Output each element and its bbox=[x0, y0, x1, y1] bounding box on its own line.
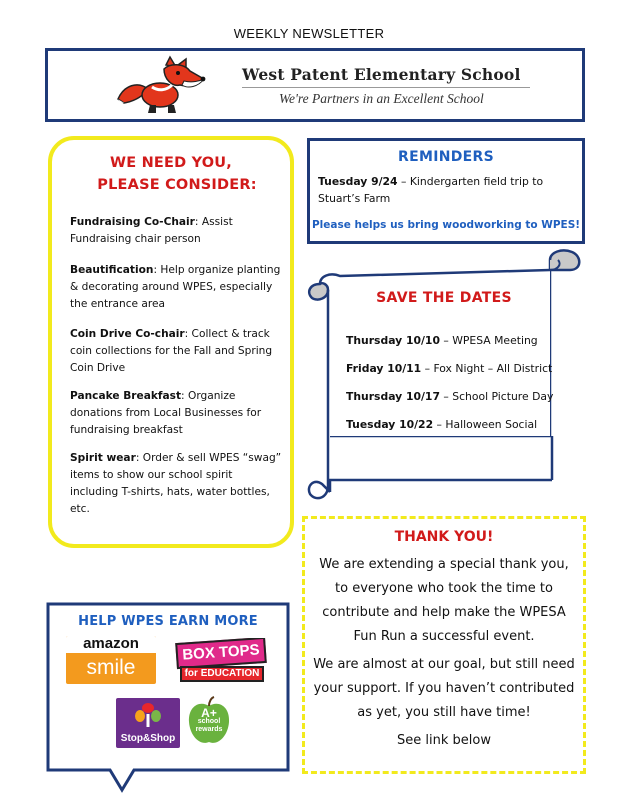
thank-you-paragraph-3: See link below bbox=[397, 733, 491, 748]
school-tagline: We're Partners in an Excellent School bbox=[279, 91, 484, 106]
thank-you-title: THANK YOU! bbox=[394, 529, 494, 545]
school-name: West Patent Elementary School bbox=[242, 65, 521, 84]
amazon-logo-text: amazon bbox=[66, 636, 156, 653]
volunteer-item-text: : Organize donations from Local Businesses for fundraising breakfast bbox=[70, 390, 262, 436]
a-plus-school-rewards-logo bbox=[186, 696, 232, 748]
box-tops-logo bbox=[172, 638, 270, 686]
volunteer-item bbox=[70, 326, 282, 377]
volunteer-item-text: : Order & sell WPES “swag” items to show our school spirit including T-shirts, hats, water bottles, etc. bbox=[70, 452, 282, 515]
volunteer-heading-line2: PLEASE CONSIDER: bbox=[97, 177, 257, 193]
banner-divider bbox=[242, 87, 530, 88]
volunteer-item bbox=[70, 214, 282, 248]
reminder-date: Tuesday 9/24 bbox=[318, 175, 398, 188]
amazon-smile-logo bbox=[66, 636, 156, 684]
volunteer-item-label: Beautification bbox=[70, 264, 154, 276]
volunteer-heading-line1: WE NEED YOU, bbox=[110, 155, 232, 171]
reminders-panel bbox=[307, 138, 585, 244]
date-item bbox=[346, 418, 566, 431]
thank-you-panel bbox=[302, 516, 586, 774]
date-day: Thursday 10/17 bbox=[346, 390, 440, 403]
reminder-text: – Kindergarten field trip to Stuart’s Farm bbox=[318, 175, 544, 205]
volunteer-item-label: Pancake Breakfast bbox=[70, 390, 182, 402]
volunteer-item-label: Spirit wear bbox=[70, 452, 136, 464]
newsletter-title: WEEKLY NEWSLETTER bbox=[233, 26, 385, 41]
date-item bbox=[346, 390, 566, 403]
date-day: Thursday 10/10 bbox=[346, 334, 440, 347]
date-item bbox=[346, 334, 566, 347]
thank-you-paragraph-2: We are almost at our goal, but still need your support. If you haven’t contributed as yet, you still have time! bbox=[313, 657, 575, 720]
volunteer-panel bbox=[48, 136, 294, 548]
volunteer-item bbox=[70, 262, 282, 313]
date-event: – WPESA Meeting bbox=[439, 334, 538, 347]
box-tops-logo-text: BOX TOPS bbox=[175, 638, 267, 669]
volunteer-item-text: : Assist Fundraising chair person bbox=[70, 216, 233, 245]
school-banner bbox=[45, 48, 585, 122]
stop-and-shop-logo bbox=[116, 698, 180, 748]
save-the-dates-title: SAVE THE DATES bbox=[376, 290, 512, 306]
for-education-logo-text: for EDUCATION bbox=[180, 666, 264, 682]
scroll-banner-shape bbox=[300, 248, 590, 506]
volunteer-item-label: Coin Drive Co-chair bbox=[70, 328, 185, 340]
reminders-note: Please helps us bring woodworking to WPES! bbox=[311, 219, 581, 231]
date-item bbox=[346, 362, 566, 375]
volunteer-item-label: Fundraising Co-Chair bbox=[70, 216, 195, 228]
volunteer-item-text: : Help organize planting & decorating around WPES, especially the entrance area bbox=[70, 264, 281, 310]
date-day: Tuesday 10/22 bbox=[346, 418, 434, 431]
volunteer-item bbox=[70, 450, 282, 518]
date-event: – School Picture Day bbox=[439, 390, 554, 403]
school-rewards-logo-text: school rewards bbox=[195, 718, 223, 733]
stop-and-shop-icon bbox=[134, 702, 162, 728]
thank-you-paragraph-1: We are extending a special thank you, to everyone who took the time to contribute and help make the WPESA Fun Run a successful event. bbox=[319, 557, 569, 644]
reminders-title: REMINDERS bbox=[398, 149, 494, 165]
reminder-item bbox=[318, 173, 580, 207]
fox-mascot-icon bbox=[114, 55, 209, 117]
smile-logo-text: smile bbox=[86, 656, 136, 679]
volunteer-heading bbox=[52, 152, 290, 196]
earn-title: HELP WPES EARN MORE bbox=[78, 614, 258, 629]
date-event: – Fox Night – All District bbox=[421, 362, 553, 375]
a-plus-logo-text: A+ bbox=[201, 706, 217, 720]
date-event: – Halloween Social bbox=[433, 418, 538, 431]
volunteer-item bbox=[70, 388, 282, 439]
stop-and-shop-logo-text: Stop&Shop bbox=[120, 733, 176, 744]
volunteer-item-text: : Collect & track coin collections for the Fall and Spring Coin Drive bbox=[70, 328, 273, 374]
date-day: Friday 10/11 bbox=[346, 362, 422, 375]
